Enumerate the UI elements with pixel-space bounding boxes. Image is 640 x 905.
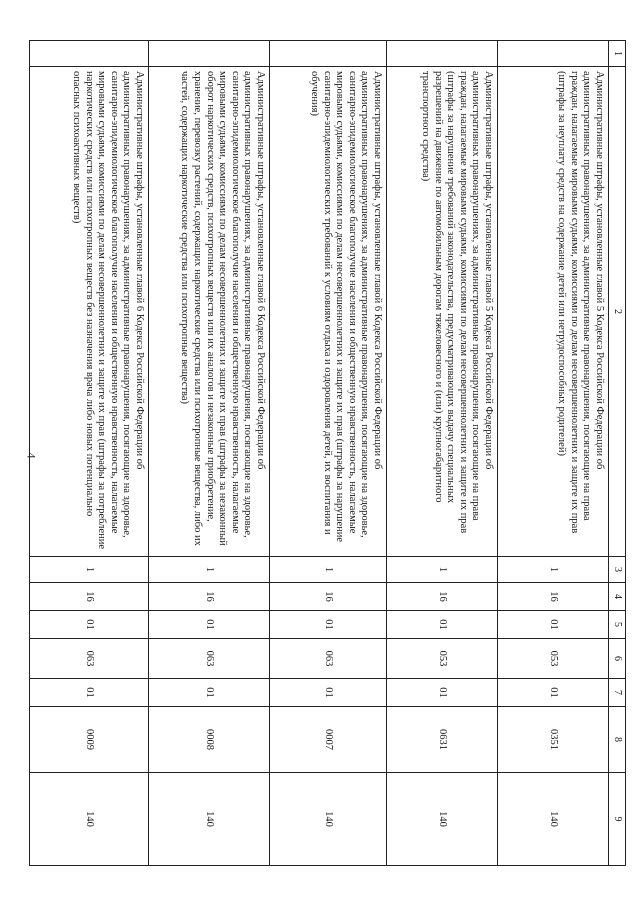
header-cell: 9: [609, 773, 626, 866]
row-number-cell: [498, 41, 609, 67]
code-cell: 1: [387, 557, 498, 583]
code-cell: 01: [149, 679, 270, 707]
description-cell: Административные штрафы, установленные главой 5 Кодекса Российской Федерации об административных правонарушениях, за административные правонарушения, посягающие на права граждан, налагаемые мировыми судьями, комиссиями по делам несовершеннолетних и защите их прав (штрафы за нарушение требований законодательства, предусматривающих выдачу специальных разрешений на движение по автомобильным дорогам тяжеловесного и (или) крупногабаритного транспортного средства): [387, 67, 498, 557]
code-cell: 01: [30, 611, 149, 639]
code-cell: 16: [149, 583, 270, 611]
code-cell: 01: [387, 611, 498, 639]
code-cell: 1: [30, 557, 149, 583]
header-cell: 1: [609, 41, 626, 67]
header-cell: 6: [609, 639, 626, 679]
table-row: [270, 41, 387, 866]
description-cell: Административные штрафы, установленные главой 5 Кодекса Российской Федерации об административных правонарушениях, за административные правонарушения, посягающие на права граждан, налагаемые мировыми судьями, комиссиями по делам несовершеннолетних и защите их прав (штрафы за неуплату средств на содержание детей или нетрудоспособных родителей): [498, 67, 609, 557]
code-cell: 063: [270, 639, 387, 679]
code-cell: 063: [149, 639, 270, 679]
header-cell: 4: [609, 583, 626, 611]
code-cell: 0009: [30, 707, 149, 773]
code-cell: 1: [270, 557, 387, 583]
table-row: [30, 41, 149, 866]
code-cell: 01: [30, 679, 149, 707]
header-cell: 8: [609, 707, 626, 773]
code-cell: 0631: [387, 707, 498, 773]
header-cell: 5: [609, 611, 626, 639]
code-cell: 16: [498, 583, 609, 611]
code-cell: 140: [149, 773, 270, 866]
code-cell: 140: [270, 773, 387, 866]
row-number-cell: [387, 41, 498, 67]
code-cell: 16: [30, 583, 149, 611]
code-cell: 063: [30, 639, 149, 679]
table-row: [387, 41, 498, 866]
code-cell: 16: [387, 583, 498, 611]
code-cell: 0008: [149, 707, 270, 773]
code-cell: 01: [270, 679, 387, 707]
table-header-row: [609, 41, 626, 866]
code-cell: 0007: [270, 707, 387, 773]
description-cell: Административные штрафы, установленные главой 6 Кодекса Российской Федерации об административных правонарушениях, за административные правонарушения, посягающие на здоровье, санитарно-эпидемиологическое благополучие населения и общественную нравственность, налагаемые мировыми судьями, комиссиями по делам несовершеннолетних и защите их прав (штрафы за незаконный оборот наркотических средств, психотропных веществ или их аналогов и незаконные приобретение, хранение, перевозку растений, содержащих наркотические средства или психотропные вещества, либо их частей, содержащих наркотические средства или психотропные вещества): [149, 67, 270, 557]
code-cell: 16: [270, 583, 387, 611]
code-cell: 01: [270, 611, 387, 639]
header-cell: 2: [609, 67, 626, 557]
code-cell: 01: [387, 679, 498, 707]
rotated-table-container: [48, 40, 626, 865]
row-number-cell: [30, 41, 149, 67]
description-cell: Административные штрафы, установленные главой 6 Кодекса Российской Федерации об административных правонарушениях, за административные правонарушения, посягающие на здоровье, санитарно-эпидемиологическое благополучие населения и общественную нравственность, налагаемые мировыми судьями, комиссиями по делам несовершеннолетних и защите их прав (штрафы за потребление наркотических средств или психотропных веществ без назначения врача либо новых потенциально опасных психоактивных веществ): [30, 67, 149, 557]
header-cell: 3: [609, 557, 626, 583]
row-number-cell: [149, 41, 270, 67]
code-cell: 1: [498, 557, 609, 583]
code-cell: 053: [498, 639, 609, 679]
code-cell: 140: [498, 773, 609, 866]
code-cell: 01: [498, 611, 609, 639]
header-cell: 7: [609, 679, 626, 707]
row-number-cell: [270, 41, 387, 67]
table-row: [498, 41, 609, 866]
code-cell: 01: [498, 679, 609, 707]
code-cell: 140: [30, 773, 149, 866]
code-cell: 1: [149, 557, 270, 583]
code-cell: 01: [149, 611, 270, 639]
table-row: [149, 41, 270, 866]
description-cell: Административные штрафы, установленные главой 6 Кодекса Российской Федерации об административных правонарушениях, за административные правонарушения, посягающие на здоровье, санитарно-эпидемиологическое благополучие населения и общественную нравственность, налагаемые мировыми судьями, комиссиями по делам несовершеннолетних и защите их прав (штрафы за нарушение санитарно-эпидемиологических требований к условиям отдыха и оздоровления детей, их воспитания и обучения): [270, 67, 387, 557]
document-table: [29, 40, 626, 866]
page-number: 4: [24, 452, 39, 459]
code-cell: 0351: [498, 707, 609, 773]
code-cell: 053: [387, 639, 498, 679]
code-cell: 140: [387, 773, 498, 866]
